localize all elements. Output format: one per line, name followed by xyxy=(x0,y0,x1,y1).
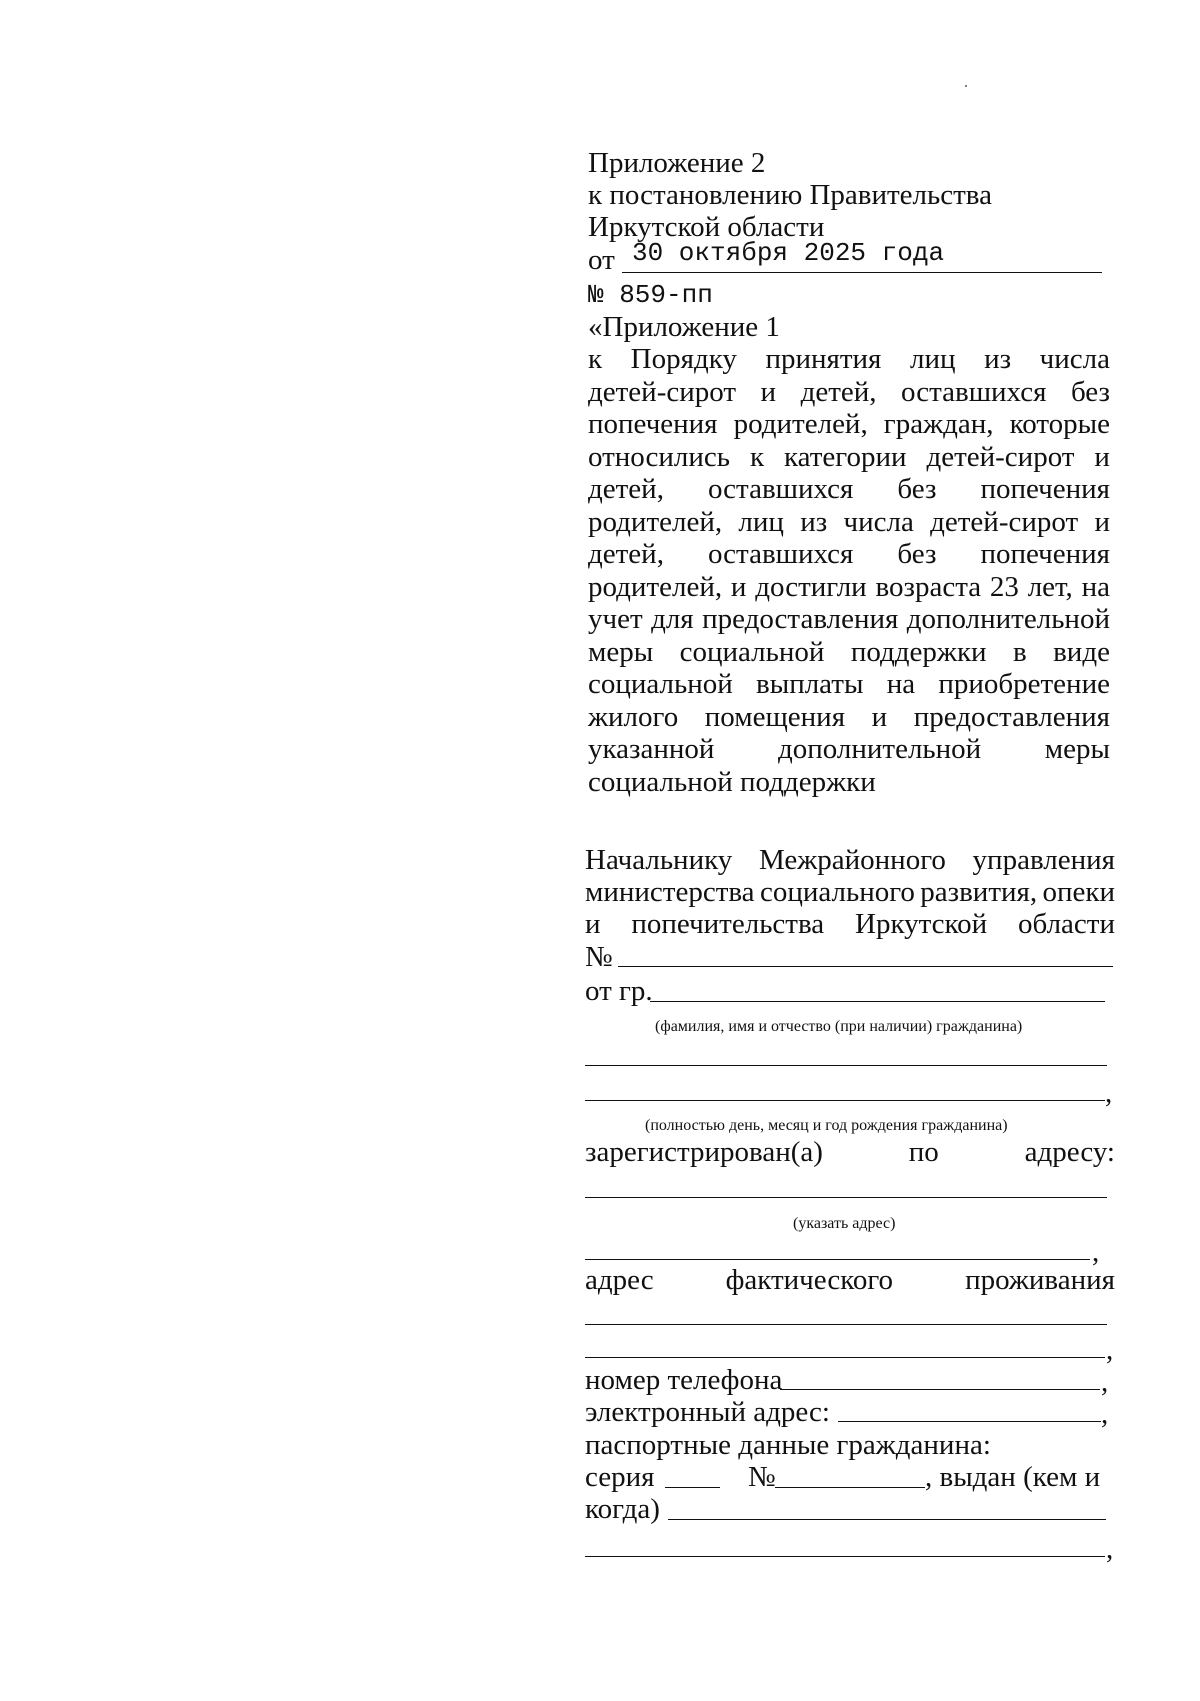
word: Иркутской xyxy=(855,908,988,940)
text-line xyxy=(588,474,1110,504)
actual-word: проживания xyxy=(965,1264,1115,1296)
word: попечения xyxy=(980,473,1110,505)
issued-field-line-2 xyxy=(585,1556,1105,1557)
date-prefix: от xyxy=(588,244,615,276)
resolution-label: к постановлению Правительства xyxy=(588,179,992,211)
word: дополнительной xyxy=(906,603,1110,635)
fio-field-line xyxy=(650,1001,1105,1002)
word: Межрайонного xyxy=(758,844,946,876)
word: дополнительной xyxy=(778,733,982,765)
word: виде xyxy=(1053,635,1110,668)
text-line xyxy=(588,344,1110,374)
text-line xyxy=(588,442,1110,472)
word: родителей, xyxy=(588,505,723,538)
word: и xyxy=(1094,505,1110,538)
actual-word: фактического xyxy=(725,1264,894,1296)
text-line xyxy=(588,539,1110,569)
word: лиц xyxy=(738,505,784,538)
registered-word: зарегистрирован(а) xyxy=(585,1136,823,1168)
word: числа xyxy=(843,505,914,538)
text-line xyxy=(588,409,1110,439)
passport-label: паспортные данные гражданина: xyxy=(585,1429,991,1461)
resolution-number: № 859-пп xyxy=(588,280,713,310)
scan-speck xyxy=(965,85,967,87)
from-citizen-label: от гр. xyxy=(585,975,653,1007)
word: предоставления xyxy=(702,603,899,635)
word: детей-сирот xyxy=(930,505,1079,538)
word: и xyxy=(585,908,601,940)
word: предоставления xyxy=(913,700,1110,733)
passport-number-label: № xyxy=(748,1461,776,1493)
issued-field-line xyxy=(668,1519,1106,1520)
text-line xyxy=(588,702,1110,732)
word: министерства xyxy=(585,876,755,908)
comma: , xyxy=(1105,1077,1113,1109)
word: детей-сирот xyxy=(926,440,1075,473)
comma: , xyxy=(1101,1398,1109,1430)
issued-label: , выдан (кем и xyxy=(925,1461,1101,1493)
word: без xyxy=(897,538,937,570)
number-field-line xyxy=(618,966,1113,967)
word: управления xyxy=(972,844,1115,876)
passport-number-line xyxy=(775,1487,925,1488)
word: указанной xyxy=(588,733,715,765)
region-label: Иркутской области xyxy=(588,211,825,243)
word: принятия xyxy=(765,343,882,375)
word: социального xyxy=(759,876,915,908)
word: относились xyxy=(588,440,731,473)
text-line xyxy=(588,377,1110,407)
word: детей, xyxy=(588,473,664,505)
text-line xyxy=(588,572,1110,602)
appendix-1-last-line: социальной поддержки xyxy=(588,766,876,798)
registered-word: по xyxy=(908,1136,939,1168)
word: на xyxy=(886,668,916,700)
word: оставшихся xyxy=(707,538,854,570)
word: и xyxy=(871,700,888,733)
word: области xyxy=(1018,908,1115,940)
word: лет, xyxy=(1027,570,1073,603)
word: для xyxy=(651,603,694,635)
actual-address-line-2 xyxy=(585,1357,1105,1358)
word: без xyxy=(1070,375,1110,408)
comma: , xyxy=(1101,1366,1109,1398)
date-underline xyxy=(622,272,1102,273)
word: без xyxy=(897,473,937,505)
word: социальной xyxy=(679,635,825,668)
word: возраста xyxy=(875,570,982,603)
when-label: когда) xyxy=(585,1493,660,1525)
birth-caption: (полностью день, месяц и год рождения гражданина) xyxy=(645,1117,1008,1134)
word: категории xyxy=(783,440,907,473)
registered-address-line-2 xyxy=(585,1259,1090,1260)
word: и xyxy=(1094,440,1110,473)
text-line xyxy=(588,637,1110,667)
word: родителей, xyxy=(733,408,868,440)
word: учет xyxy=(588,603,643,635)
word: оставшихся xyxy=(707,473,854,505)
word: поддержки xyxy=(850,635,987,668)
word: и xyxy=(730,570,747,603)
number-label: № xyxy=(585,941,613,973)
text-line xyxy=(585,877,1115,907)
fio-caption: (фамилия, имя и отчество (при наличии) гражданина) xyxy=(655,1018,1023,1035)
phone-label: номер телефона xyxy=(585,1364,783,1396)
word: детей, xyxy=(800,375,877,408)
word: Начальнику xyxy=(585,844,733,876)
word: лиц xyxy=(909,343,956,375)
comma: , xyxy=(1106,1334,1114,1366)
word: числа xyxy=(1039,343,1110,375)
word: выплаты xyxy=(756,668,864,700)
word: из xyxy=(984,343,1012,375)
word: в xyxy=(1012,635,1027,668)
text-line xyxy=(588,734,1110,764)
address-caption: (указать адрес) xyxy=(793,1215,896,1232)
word: из xyxy=(800,505,828,538)
text-line xyxy=(588,669,1110,699)
word: приобретение xyxy=(938,668,1110,700)
appendix-1-title: «Приложение 1 xyxy=(588,311,780,343)
actual-word: адрес xyxy=(585,1264,654,1296)
word: попечения xyxy=(980,538,1110,570)
word: к xyxy=(588,343,603,375)
text-line xyxy=(585,845,1115,875)
appendix-2-label: Приложение 2 xyxy=(588,147,766,179)
fio-field-line-2 xyxy=(585,1065,1107,1066)
text-line xyxy=(588,507,1110,537)
text-line xyxy=(588,604,1110,634)
word: социальной xyxy=(588,668,733,700)
word: жилого xyxy=(588,700,679,733)
registered-address-line xyxy=(585,1197,1107,1198)
actual-address-line xyxy=(585,1324,1107,1325)
word: оставшихся xyxy=(901,375,1047,408)
email-label: электронный адрес: xyxy=(585,1396,830,1428)
comma: , xyxy=(1106,1533,1114,1565)
word: меры xyxy=(1044,733,1110,765)
birth-field-line xyxy=(585,1100,1105,1101)
series-field-line xyxy=(665,1487,720,1488)
actual-address-label xyxy=(585,1265,1115,1295)
word: родителей, xyxy=(588,570,723,603)
word: опеки xyxy=(1042,876,1115,908)
registered-address-label xyxy=(585,1137,1115,1167)
registered-word: адресу: xyxy=(1024,1136,1115,1168)
word: попечения xyxy=(588,408,718,440)
word: к xyxy=(749,440,765,473)
series-label: серия xyxy=(585,1461,655,1493)
word: на xyxy=(1081,570,1110,603)
word: помещения xyxy=(704,700,846,733)
resolution-date: 30 октября 2025 года xyxy=(632,238,945,268)
word: детей-сирот xyxy=(588,375,737,408)
text-line xyxy=(585,909,1115,939)
phone-field-line xyxy=(780,1389,1100,1390)
word: и xyxy=(760,375,777,408)
word: граждан, xyxy=(883,408,994,440)
word: Порядку xyxy=(630,343,737,375)
word: детей, xyxy=(588,538,664,570)
word: меры xyxy=(588,635,654,668)
word: 23 xyxy=(989,570,1019,603)
word: которые xyxy=(1009,408,1110,440)
comma: , xyxy=(1092,1236,1100,1268)
word: развития, xyxy=(920,876,1038,908)
word: достигли xyxy=(755,570,867,603)
word: попечительства xyxy=(631,908,825,940)
email-field-line xyxy=(838,1421,1101,1422)
